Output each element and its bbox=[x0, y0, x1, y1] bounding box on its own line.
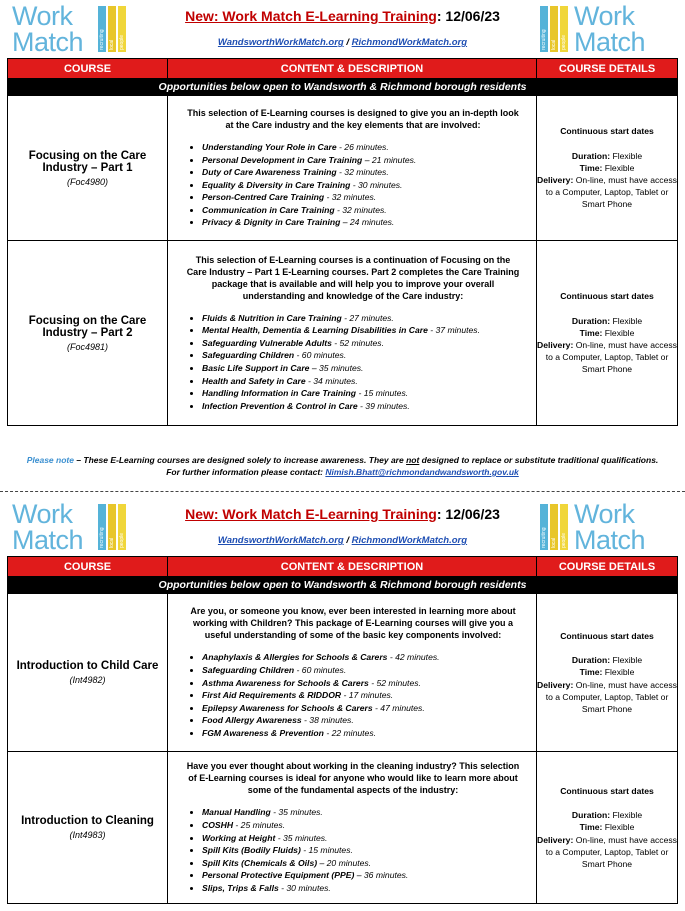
flyer-title: New: Work Match E-Learning Training: 12/06/23 bbox=[185, 506, 500, 522]
module-item: • Understanding Your Role in Care - 26 minutes. bbox=[202, 141, 526, 154]
course-description-cell bbox=[168, 594, 537, 752]
course-intro: Are you, or someone you know, ever been interested in learning more about working with Children? This package of E-Learning courses will give you a useful understanding of some of the basic key components involved: bbox=[190, 606, 516, 641]
module-item: • Handling Information in Care Training - 15 minutes. bbox=[202, 387, 526, 400]
module-list bbox=[180, 312, 526, 413]
module-item: • Working at Height - 35 minutes. bbox=[202, 832, 526, 845]
course-description-cell bbox=[168, 752, 537, 904]
course-name-cell bbox=[8, 241, 168, 426]
eligibility-banner: Opportunities below open to Wandsworth & Richmond borough residents bbox=[8, 577, 678, 594]
note-label: Please note bbox=[26, 455, 74, 465]
website-links: WandsworthWorkMatch.org / RichmondWorkMatch.org bbox=[217, 535, 468, 546]
module-item: • Spill Kits (Chemicals & Oils) – 20 minutes. bbox=[202, 857, 526, 870]
course-details-cell: Continuous start dates Duration: Flexible Time: Flexible Delivery: On-line, must have access to a Computer, Laptop, Tablet or Smart Phone bbox=[537, 241, 678, 426]
module-item: • Anaphylaxis & Allergies for Schools & Carers - 42 minutes. bbox=[202, 651, 526, 664]
course-intro: This selection of E-Learning courses is designed to give you an in-depth look at the Care industry and the key elements that are involved: bbox=[187, 107, 519, 130]
course-name-cell bbox=[8, 96, 168, 241]
course-code: (Foc4981) bbox=[66, 341, 109, 352]
flyer-header bbox=[0, 498, 685, 556]
flyer-page-1 bbox=[0, 0, 685, 426]
module-item: • Person-Centred Care Training - 32 minutes. bbox=[202, 191, 526, 204]
flyer-title: New: Work Match E-Learning Training: 12/06/23 bbox=[185, 8, 500, 24]
course-name: Focusing on the Care Industry – Part 2 bbox=[28, 314, 147, 339]
richmond-link[interactable]: RichmondWorkMatch.org bbox=[351, 37, 468, 48]
module-item: • Slips, Trips & Falls - 30 minutes. bbox=[202, 882, 526, 895]
module-item: • Duty of Care Awareness Training - 32 minutes. bbox=[202, 166, 526, 179]
work-match-logo: Work Match recruiting local people bbox=[12, 1, 125, 57]
col-header-content: CONTENT & DESCRIPTION bbox=[168, 557, 537, 577]
module-item: • Personal Development in Care Training – 21 minutes. bbox=[202, 154, 526, 167]
course-row bbox=[8, 96, 678, 241]
course-table bbox=[7, 556, 678, 904]
work-match-logo: Work Match recruiting local people bbox=[541, 1, 646, 57]
contact-email-link[interactable]: Nimish.Bhatt@richmondandwandsworth.gov.uk bbox=[325, 467, 519, 477]
module-item: • Equality & Diversity in Care Training - 30 minutes. bbox=[202, 179, 526, 192]
course-description-cell bbox=[168, 96, 537, 241]
course-code: (Int4983) bbox=[69, 830, 106, 840]
col-header-course: COURSE bbox=[8, 557, 168, 577]
website-links: WandsworthWorkMatch.org / RichmondWorkMatch.org bbox=[217, 37, 468, 48]
course-name-cell bbox=[8, 752, 168, 904]
module-item: • Epilepsy Awareness for Schools & Carers - 47 minutes. bbox=[202, 702, 526, 715]
module-item: • COSHH - 25 minutes. bbox=[202, 819, 526, 832]
richmond-link[interactable]: RichmondWorkMatch.org bbox=[351, 535, 468, 546]
course-row bbox=[8, 241, 678, 426]
course-name: Introduction to Child Care bbox=[16, 660, 159, 672]
work-match-logo: Work Match recruiting local people bbox=[12, 499, 125, 555]
work-match-logo: Work Match recruiting local people bbox=[541, 499, 646, 555]
module-item: • Infection Prevention & Control in Care - 39 minutes. bbox=[202, 400, 526, 413]
module-item: • Health and Safety in Care - 34 minutes. bbox=[202, 375, 526, 388]
module-item: • Safeguarding Children - 60 minutes. bbox=[202, 349, 526, 362]
module-list bbox=[180, 806, 526, 894]
module-list bbox=[180, 651, 526, 739]
course-name: Introduction to Cleaning bbox=[21, 815, 154, 827]
page-divider bbox=[0, 491, 685, 492]
course-name: Focusing on the Care Industry – Part 1 bbox=[28, 149, 147, 174]
course-code: (Int4982) bbox=[69, 675, 106, 685]
module-item: • Mental Health, Dementia & Learning Disabilities in Care - 37 minutes. bbox=[202, 324, 526, 337]
module-item: • Privacy & Dignity in Care Training – 24 minutes. bbox=[202, 216, 526, 229]
module-item: • Personal Protective Equipment (PPE) – 36 minutes. bbox=[202, 869, 526, 882]
col-header-course: COURSE bbox=[8, 59, 168, 79]
module-item: • Safeguarding Vulnerable Adults - 52 minutes. bbox=[202, 337, 526, 350]
disclaimer-note: Please note – These E-Learning courses are designed solely to increase awareness. They are not designed to replace or substitute traditional qualifications. For further information please contact: Nimish.Bhatt@richmondandwandsworth.gov.uk bbox=[26, 455, 659, 477]
col-header-content: CONTENT & DESCRIPTION bbox=[168, 59, 537, 79]
course-row bbox=[8, 752, 678, 904]
wandsworth-link[interactable]: WandsworthWorkMatch.org bbox=[217, 535, 344, 546]
module-list bbox=[180, 141, 526, 229]
eligibility-banner: Opportunities below open to Wandsworth & Richmond borough residents bbox=[8, 79, 678, 96]
col-header-details: COURSE DETAILS bbox=[537, 59, 678, 79]
course-code: (Foc4980) bbox=[66, 176, 109, 187]
module-item: • Manual Handling - 35 minutes. bbox=[202, 806, 526, 819]
module-item: • Communication in Care Training - 32 minutes. bbox=[202, 204, 526, 217]
module-item: • First Aid Requirements & RIDDOR - 17 minutes. bbox=[202, 689, 526, 702]
course-intro: Have you ever thought about working in the cleaning industry? This selection of E-Learning courses is ideal for anyone who would like to learn more about some of the fundamental aspects of the industry: bbox=[186, 761, 520, 796]
flyer-page-2 bbox=[0, 498, 685, 904]
module-item: • Basic Life Support in Care – 35 minutes. bbox=[202, 362, 526, 375]
course-details-cell: Continuous start dates Duration: Flexible Time: Flexible Delivery: On-line, must have access to a Computer, Laptop, Tablet or Smart Phone bbox=[537, 594, 678, 752]
col-header-details: COURSE DETAILS bbox=[537, 557, 678, 577]
module-item: • Asthma Awareness for Schools & Carers - 52 minutes. bbox=[202, 677, 526, 690]
flyer-header bbox=[0, 0, 685, 58]
course-table bbox=[7, 58, 678, 426]
module-item: • Spill Kits (Bodily Fluids) - 15 minutes. bbox=[202, 844, 526, 857]
module-item: • Safeguarding Children - 60 minutes. bbox=[202, 664, 526, 677]
course-details-cell: Continuous start dates Duration: Flexible Time: Flexible Delivery: On-line, must have access to a Computer, Laptop, Tablet or Smart Phone bbox=[537, 96, 678, 241]
module-item: • FGM Awareness & Prevention - 22 minutes. bbox=[202, 727, 526, 740]
course-intro: This selection of E-Learning courses is a continuation of Focusing on the Care Industry – Part 1 E-Learning courses. Part 2 completes the Care Training package that is available and will help you to improve your overall understanding and knowledge of the Care industry: bbox=[186, 254, 520, 301]
module-item: • Food Allergy Awareness - 38 minutes. bbox=[202, 714, 526, 727]
course-row bbox=[8, 594, 678, 752]
course-details-cell: Continuous start dates Duration: Flexible Time: Flexible Delivery: On-line, must have access to a Computer, Laptop, Tablet or Smart Phone bbox=[537, 752, 678, 904]
module-item: • Fluids & Nutrition in Care Training - 27 minutes. bbox=[202, 312, 526, 325]
course-description-cell bbox=[168, 241, 537, 426]
wandsworth-link[interactable]: WandsworthWorkMatch.org bbox=[217, 37, 344, 48]
course-name-cell bbox=[8, 594, 168, 752]
